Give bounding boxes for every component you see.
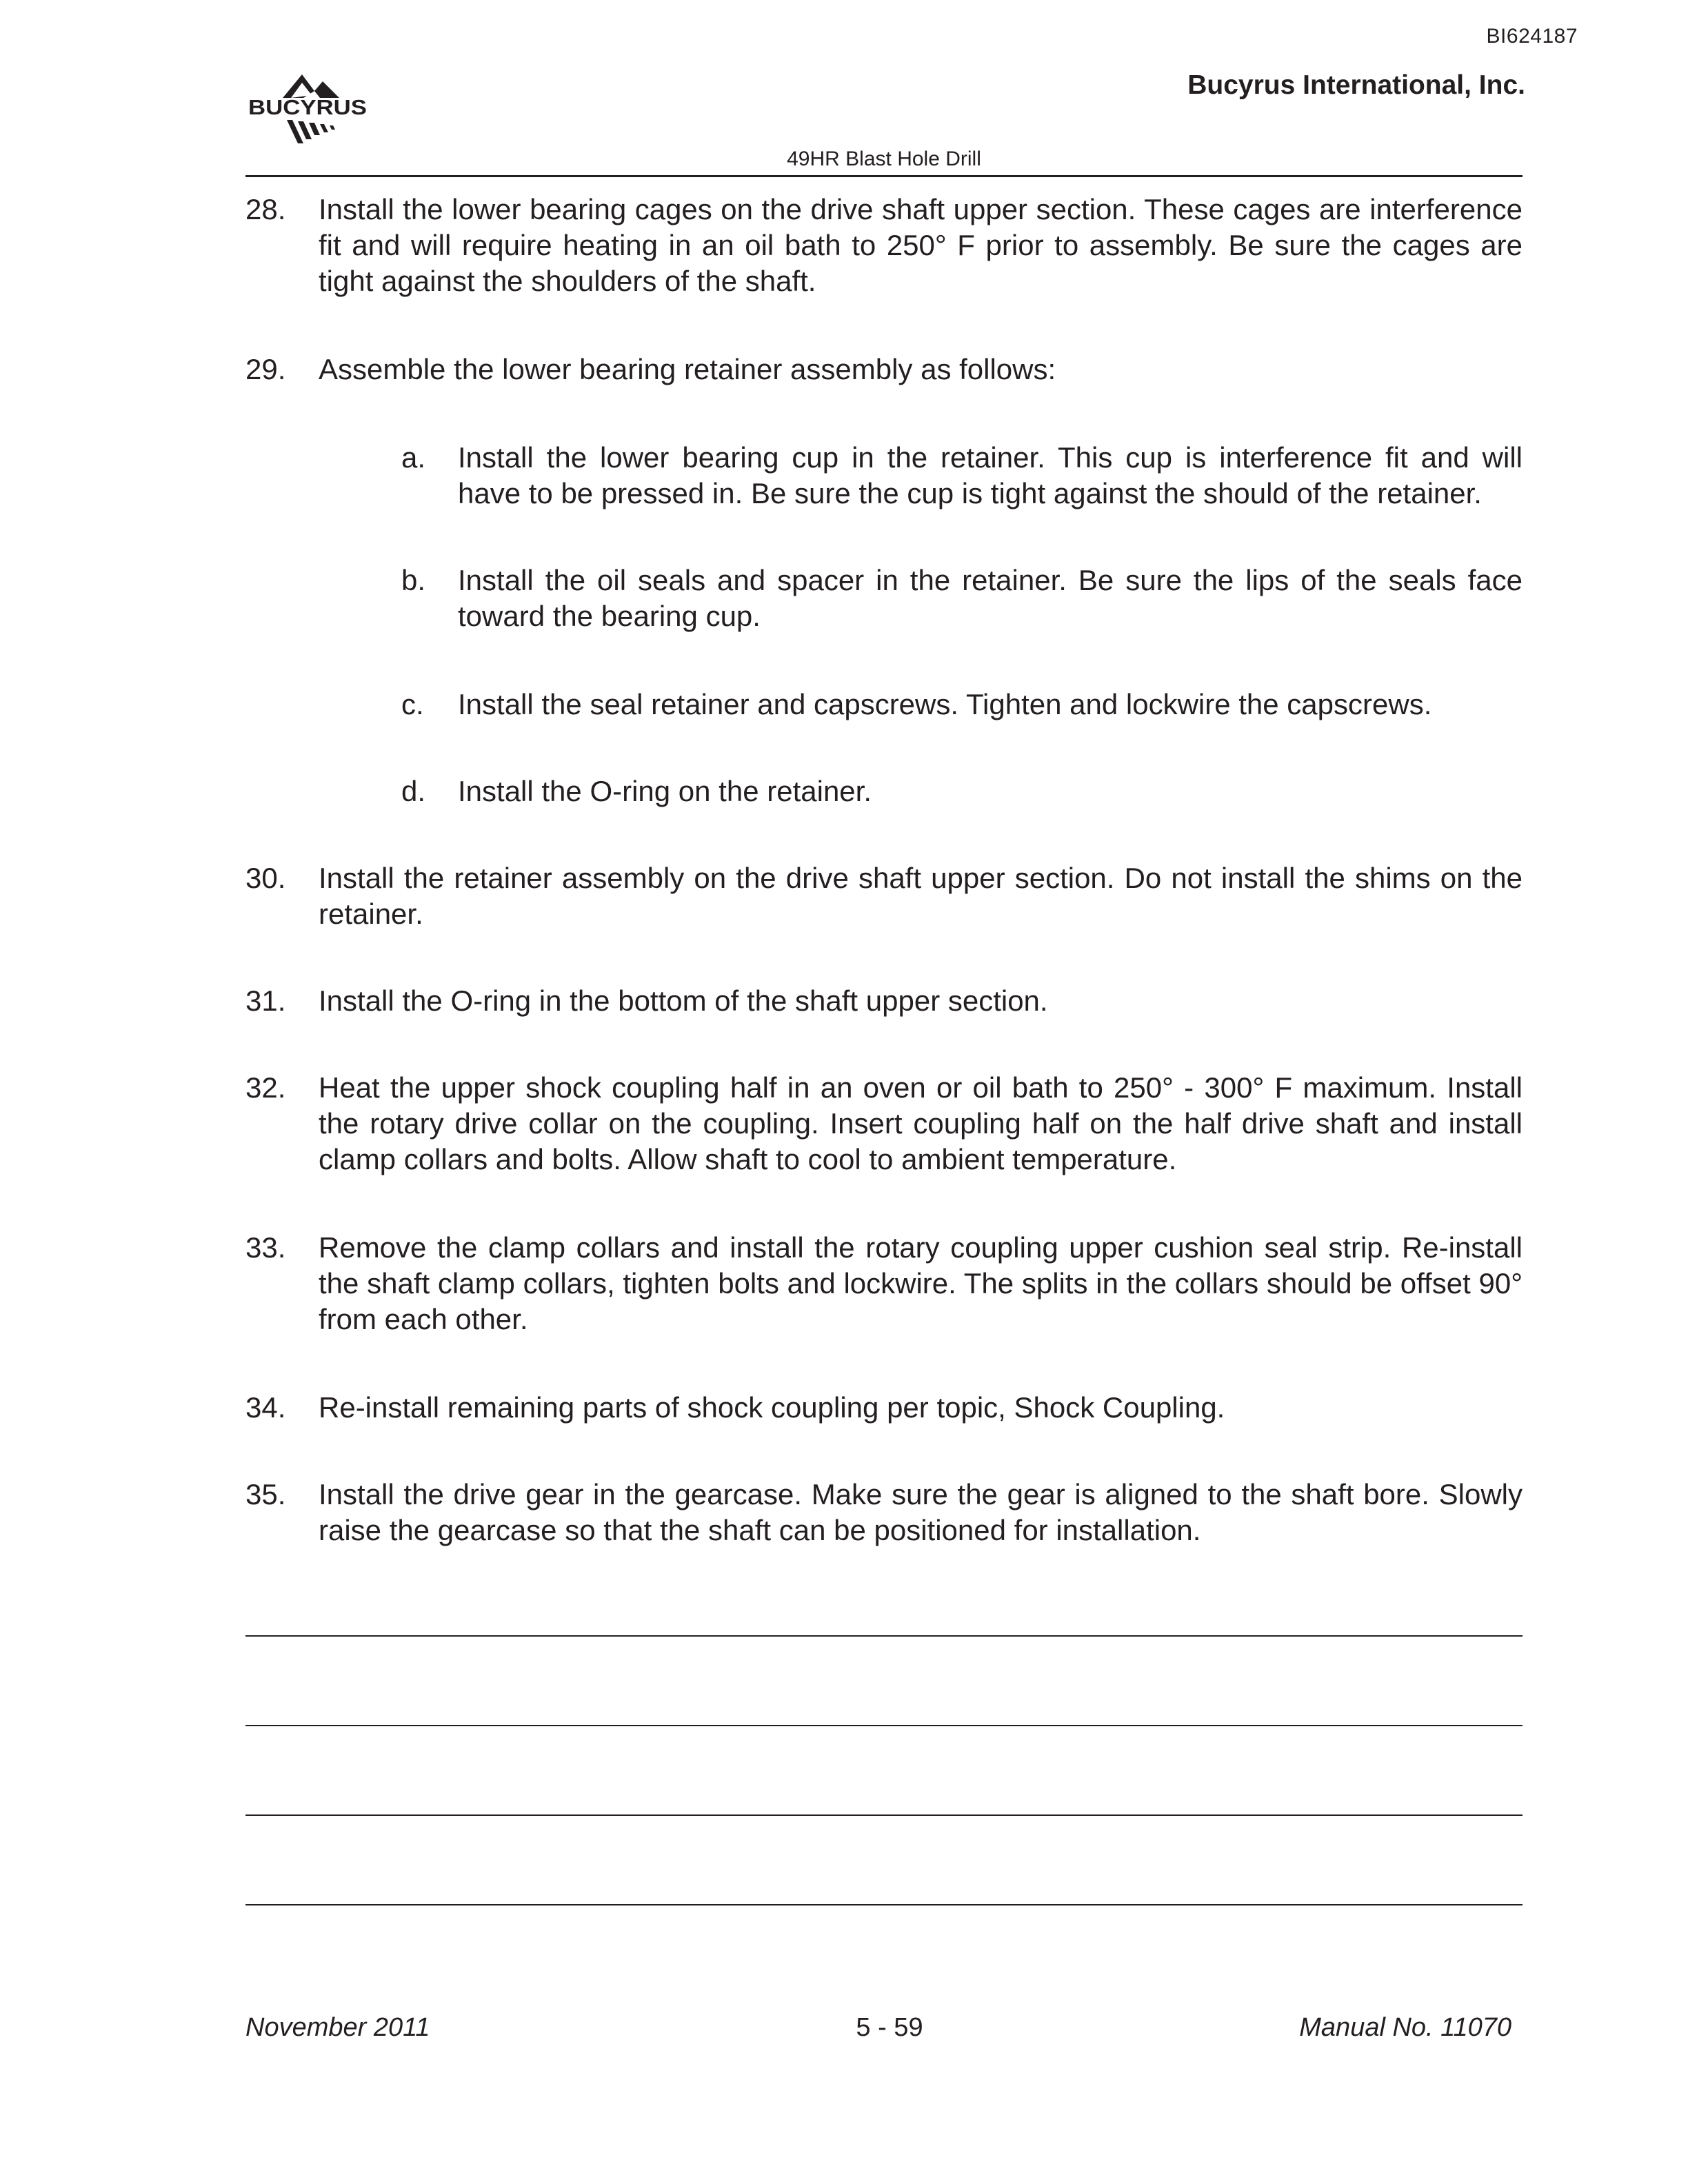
substep-letter: b. xyxy=(401,564,426,596)
manual-number: Manual No. 11070 xyxy=(1299,2013,1511,2042)
notes-line xyxy=(245,1725,1523,1726)
logo-mark-icon xyxy=(245,72,370,149)
notes-line xyxy=(245,1635,1523,1637)
substep-text: Install the seal retainer and capscrews. Tighten and lockwire the capscrews. xyxy=(458,688,1432,720)
step-text: Install the lower bearing cages on the drive shaft upper section. These cages are interference fit and will require heating in an oil bath to 250° F prior to assembly. Be sure the cages are tight against the shoulders of the shaft. xyxy=(319,193,1523,297)
step-text: Install the O-ring in the bottom of the shaft upper section. xyxy=(319,984,1048,1017)
step-number: 29. xyxy=(245,353,286,385)
step-number: 33. xyxy=(245,1231,286,1264)
substep-text: Install the O-ring on the retainer. xyxy=(458,775,872,807)
substep-letter: d. xyxy=(401,775,426,807)
step-text: Heat the upper shock coupling half in an oven or oil bath to 250° - 300° F maximum. Install the rotary drive collar on the coupling. Insert coupling half on the half drive shaft and install clamp collars and bolts. Allow shaft to cool to ambient temperature. xyxy=(319,1071,1523,1175)
step-number: 34. xyxy=(245,1391,286,1424)
footer-date: November 2011 xyxy=(245,2013,430,2042)
step-text: Install the retainer assembly on the drive shaft upper section. Do not install the shims on the retainer. xyxy=(319,862,1523,930)
substep-text: Install the oil seals and spacer in the retainer. Be sure the lips of the seals face toward the bearing cup. xyxy=(458,564,1523,632)
bucyrus-logo xyxy=(245,72,370,149)
company-name: Bucyrus International, Inc. xyxy=(1187,70,1525,100)
notes-line xyxy=(245,1814,1523,1816)
step-number: 30. xyxy=(245,862,286,894)
substep-letter: a. xyxy=(401,441,426,474)
step-number: 35. xyxy=(245,1478,286,1510)
product-name: 49HR Blast Hole Drill xyxy=(787,148,981,170)
step-text: Assemble the lower bearing retainer assembly as follows: xyxy=(319,353,1056,385)
page-number: 5 - 59 xyxy=(856,2013,923,2042)
substep-text: Install the lower bearing cup in the retainer. This cup is interference fit and will have to be pressed in. Be sure the cup is tight against the should of the retainer. xyxy=(458,441,1523,509)
step-number: 32. xyxy=(245,1071,286,1104)
header-divider xyxy=(245,175,1523,177)
step-text: Re-install remaining parts of shock coupling per topic, Shock Coupling. xyxy=(319,1391,1225,1424)
step-text: Remove the clamp collars and install the rotary coupling upper cushion seal strip. Re-install the shaft clamp collars, tighten bolts and lockwire. The splits in the collars should be offset 90° from each other. xyxy=(319,1231,1523,1335)
step-number: 31. xyxy=(245,984,286,1017)
logo-wordmark: BUCYRUS xyxy=(248,95,367,119)
step-number: 28. xyxy=(245,193,286,225)
step-text: Install the drive gear in the gearcase. Make sure the gear is aligned to the shaft bore. Slowly raise the gearcase so that the shaft can be positioned for installation. xyxy=(319,1478,1523,1546)
notes-line xyxy=(245,1904,1523,1905)
substep-letter: c. xyxy=(401,688,424,720)
document-id: BI624187 xyxy=(1486,25,1578,48)
